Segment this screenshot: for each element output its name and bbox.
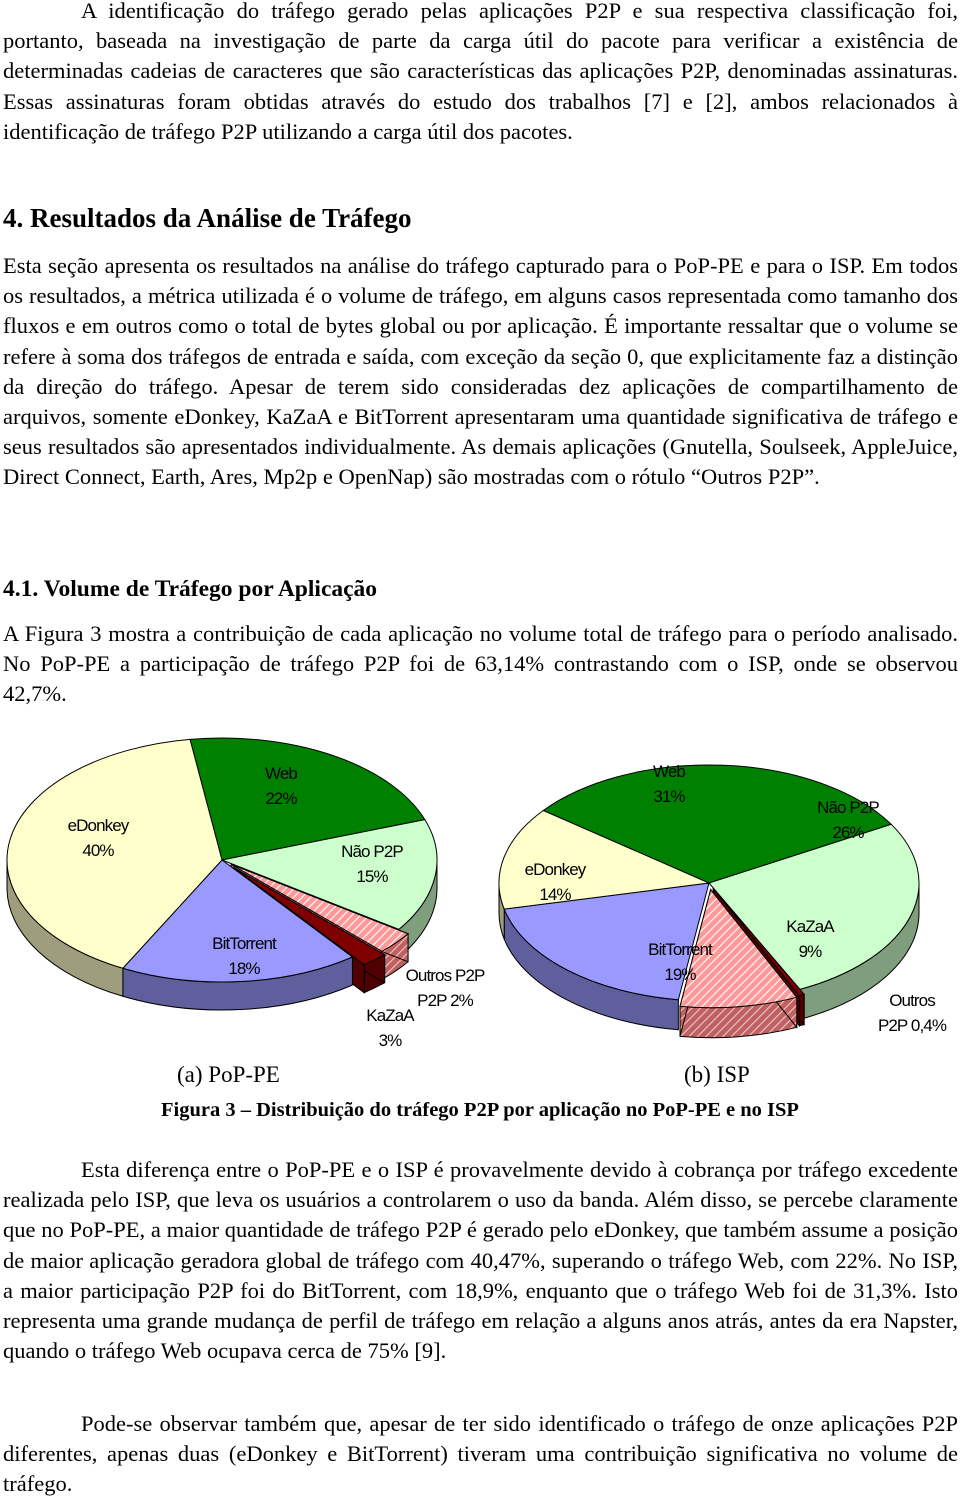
subcaption-a: (a) PoP-PE xyxy=(177,1062,280,1087)
slice-label-web: Web xyxy=(265,764,297,783)
slice-value-web: 22% xyxy=(265,789,297,808)
slice-value-nao-p2p: 26% xyxy=(832,823,864,842)
slice-label-outros: Outros xyxy=(889,991,935,1010)
slice-label-bittorrent: BitTorrent xyxy=(648,940,712,959)
slice-label-nao-p2p: Não P2P xyxy=(341,842,403,861)
figure-3-pie-charts xyxy=(0,715,960,1060)
slice-label-nao-p2p: Não P2P xyxy=(817,798,879,817)
slice-label-kazaa: KaZaA xyxy=(366,1006,414,1025)
slice-value-kazaa: 3% xyxy=(378,1031,402,1050)
figure-caption: Figura 3 – Distribuição do tráfego P2P por aplicação no PoP-PE e no ISP xyxy=(161,1099,799,1121)
subcaption-b: (b) ISP xyxy=(684,1062,750,1087)
slice-value-kazaa: 9% xyxy=(798,942,822,961)
section-heading-4: 4. Resultados da Análise de Tráfego xyxy=(3,203,412,233)
slice-value-nao-p2p: 15% xyxy=(356,867,388,886)
paragraph-section-4: Esta seção apresenta os resultados na análise do tráfego capturado para o PoP-PE e para o ISP. Em todos os resultados, a métrica utilizada é o volume de tráfego, em alguns casos representada como tamanho dos fluxos e em outros como o total de bytes global ou por aplicação. É importante ressaltar que o volume se refere à soma dos tráfegos de entrada e saída, com exceção da seção 0, que explicitamente faz a distinção da direção do tráfego. Apesar de terem sido consideradas dez aplicações de compartilhamento de arquivos, somente eDonkey, KaZaA e BitTorrent apresentaram uma quantidade significativa de tráfego e seus resultados são apresentados individualmente. As demais aplicações (Gnutella, Soulseek, AppleJuice, Direct Connect, Earth, Ares, Mp2p e OpenNap) são mostradas com o rótulo “Outros P2P”. xyxy=(3,253,958,490)
slice-value-edonkey: 40% xyxy=(82,841,114,860)
slice-value-web: 31% xyxy=(653,787,685,806)
section-heading-4-1: 4.1. Volume de Tráfego por Aplicação xyxy=(3,576,378,602)
slice-label-edonkey: eDonkey xyxy=(67,816,129,835)
slice-label-edonkey: eDonkey xyxy=(524,860,586,879)
slice-label-bittorrent: BitTorrent xyxy=(212,934,276,953)
slice-value-outros-p2p: P2P 2% xyxy=(417,991,473,1010)
paragraph-intro: A identificação do tráfego gerado pelas aplicações P2P e sua respectiva classificação foi, portanto, baseada na investigação de parte da carga útil do pacote para verificar a existência de determinadas cadeias de caracteres que são características das aplicações P2P, denominadas assinaturas. Essas assinaturas foram obtidas através do estudo dos trabalhos [7] e [2], ambos relacionados à identificação de tráfego P2P utilizando a carga útil dos pacotes. xyxy=(3,0,958,144)
slice-label-kazaa: KaZaA xyxy=(786,917,834,936)
slice-label-outros-p2p: Outros P2P xyxy=(405,966,485,985)
pie-chart-isp xyxy=(499,762,947,1038)
slice-value-bittorrent: 18% xyxy=(228,959,260,978)
slice-label-web: Web xyxy=(653,762,685,781)
paragraph-discussion-1: Esta diferença entre o PoP-PE e o ISP é provavelmente devido à cobrança por tráfego excedente realizada pelo ISP, que leva os usuários a controlarem o uso da banda. Além disso, se percebe claramente que no PoP-PE, a maior quantidade de tráfego P2P é gerado pelo eDonkey, que também assume a posição de maior aplicação geradora global de tráfego com 40,47%, superando o tráfego Web, com 22%. No ISP, a maior participação P2P foi do BitTorrent, com 18,9%, enquanto que o tráfego Web foi de 31,3%. Isto representa uma grande mudança de perfil de tráfego em relação a alguns anos atrás, antes da era Napster, quando o tráfego Web ocupava cerca de 75% [9]. xyxy=(3,1157,958,1364)
pie-chart-pop-pe xyxy=(7,738,485,1050)
slice-value-edonkey: 14% xyxy=(539,885,571,904)
paragraph-section-4-1: A Figura 3 mostra a contribuição de cada aplicação no volume total de tráfego para o período analisado. No PoP-PE a participação de tráfego P2P foi de 63,14% contrastando com o ISP, onde se observou 42,7%. xyxy=(3,621,958,707)
slice-value-outros: P2P 0,4% xyxy=(877,1016,947,1035)
paragraph-discussion-2: Pode-se observar também que, apesar de ter sido identificado o tráfego de onze aplicações P2P diferentes, apenas duas (eDonkey e BitTorrent) tiveram uma contribuição significativa no volume de tráfego. xyxy=(3,1411,958,1497)
slice-value-bittorrent: 19% xyxy=(664,965,696,984)
